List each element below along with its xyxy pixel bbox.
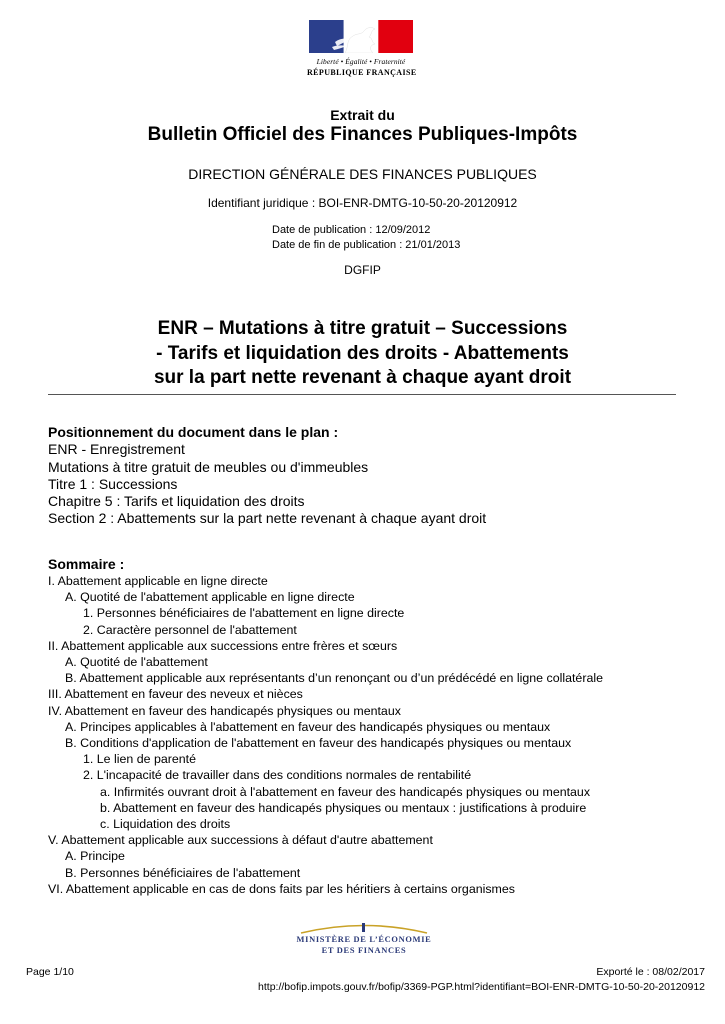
sommaire-item: c. Liquidation des droits (100, 817, 231, 832)
extrait-label: Extrait du (330, 107, 395, 123)
sommaire-item: B. Abattement applicable aux représentants d’un renonçant ou d’un prédécédé en ligne collatérale (65, 671, 603, 686)
ministere-arc-icon (299, 922, 429, 934)
document-url: http://bofip.impots.gouv.fr/bofip/3369-PGP.html?identifiant=BOI-ENR-DMTG-10-50-20-20120912 (258, 981, 705, 993)
bulletin-title: Bulletin Officiel des Finances Publiques-Impôts (147, 124, 578, 145)
sommaire-item: A. Principes applicables à l'abattement en faveur des handicapés physiques ou mentaux (65, 719, 551, 734)
date-publication: Date de publication : 12/09/2012 (272, 224, 431, 236)
sommaire-item: VI. Abattement applicable en cas de dons faits par les héritiers à certains organismes (48, 881, 515, 896)
ministere-line-2: ET DES FINANCES (321, 946, 407, 955)
direction-name: DIRECTION GÉNÉRALE DES FINANCES PUBLIQUES (188, 166, 537, 182)
positionnement-heading: Positionnement du document dans le plan : (48, 424, 339, 440)
title-divider (48, 394, 676, 395)
sommaire-item: a. Infirmités ouvrant droit à l'abattement en faveur des handicapés physiques ou mentaux (100, 784, 591, 799)
plan-item: Section 2 : Abattements sur la part nette revenant à chaque ayant droit (48, 510, 487, 527)
sommaire-item: V. Abattement applicable aux successions à défaut d'autre abattement (48, 833, 433, 848)
sommaire-item: I. Abattement applicable en ligne directe (48, 574, 268, 588)
export-date: Exporté le : 08/02/2017 (596, 966, 705, 978)
plan-item: Mutations à titre gratuit de meubles ou d'immeubles (48, 458, 369, 475)
sommaire-item: IV. Abattement en faveur des handicapés physiques ou mentaux (48, 703, 401, 718)
logo-republic-name: RÉPUBLIQUE FRANÇAISE (307, 68, 417, 77)
document-title (0, 317, 725, 391)
marianne-flag-icon (309, 20, 413, 53)
sommaire-item: 1. Le lien de parenté (83, 752, 196, 767)
sommaire-item: 2. Caractère personnel de l'abattement (83, 622, 297, 637)
logo-motto: Liberté • Égalité • Fraternité (316, 57, 406, 66)
sommaire-heading: Sommaire : (48, 556, 125, 572)
positionnement-section (48, 424, 486, 528)
sommaire-item: B. Personnes bénéficiaires de l'abattement (65, 865, 301, 880)
sommaire-list (48, 573, 603, 897)
sommaire-item: B. Conditions d'application de l'abattement en faveur des handicapés physiques ou mentaux (65, 736, 572, 751)
sommaire-item: A. Principe (65, 849, 125, 864)
plan-item: Titre 1 : Successions (48, 475, 178, 492)
title-line-2: - Tarifs et liquidation des droits - Abattements (156, 342, 569, 364)
service-name: DGFIP (344, 263, 381, 277)
sommaire-item: b. Abattement en faveur des handicapés physiques ou mentaux : justifications à produire (100, 800, 587, 815)
identifiant-juridique: Identifiant juridique : BOI-ENR-DMTG-10-50-20-20120912 (207, 196, 518, 210)
ministere-line-1: MINISTÈRE DE L’ÉCONOMIE (296, 935, 432, 944)
title-line-3: sur la part nette revenant à chaque ayant droit (153, 367, 572, 388)
plan-item: Chapitre 5 : Tarifs et liquidation des droits (48, 493, 305, 510)
sommaire-item: III. Abattement en faveur des neveux et nièces (48, 687, 303, 702)
plan-item: ENR - Enregistrement (48, 441, 185, 458)
republique-francaise-logo (307, 20, 415, 82)
sommaire-section (48, 556, 603, 897)
page-number: Page 1/10 (26, 966, 74, 978)
sommaire-item: A. Quotité de l'abattement (65, 655, 208, 670)
sommaire-item: II. Abattement applicable aux successions entre frères et sœurs (48, 638, 398, 653)
date-fin-publication: Date de fin de publication : 21/01/2013 (272, 238, 461, 251)
publication-dates (272, 223, 460, 252)
sommaire-item: 2. L'incapacité de travailler dans des conditions normales de rentabilité (83, 768, 472, 783)
title-line-1: ENR – Mutations à titre gratuit – Successions (157, 318, 568, 339)
sommaire-item: 1. Personnes bénéficiaires de l'abattement en ligne directe (83, 606, 405, 621)
sommaire-item: A. Quotité de l'abattement applicable en ligne directe (65, 590, 355, 605)
ministere-logo (285, 922, 443, 962)
